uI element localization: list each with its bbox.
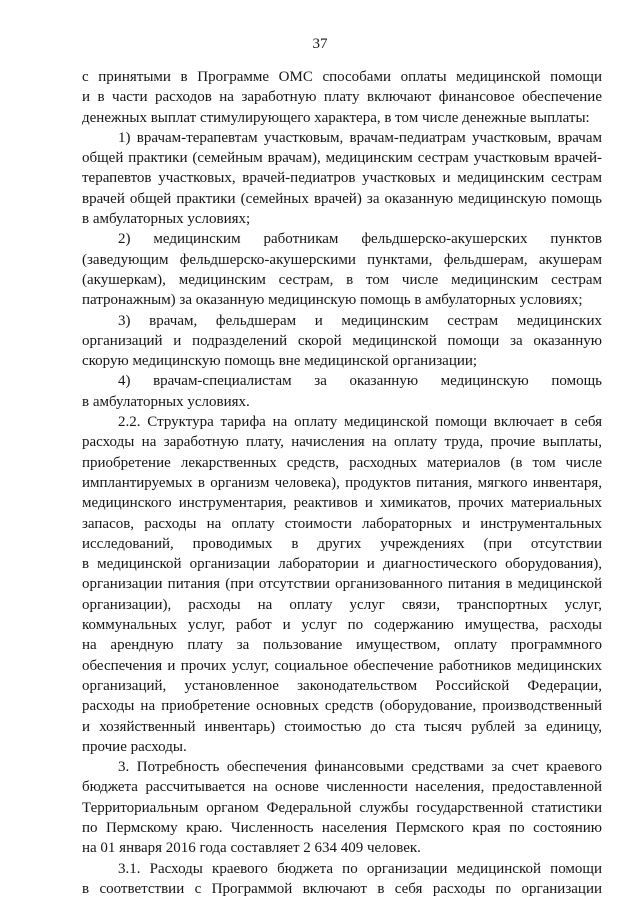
text-line: на 01 января 2016 года составляет 2 634 409 человек.	[82, 840, 421, 857]
text-line: с принятыми в Программе ОМС способами оплаты медицинской помощи	[82, 69, 602, 85]
text-line: скорую медицинскую помощь вне медицинской организации;	[82, 353, 478, 370]
text-line: организаций, установленное законодательством Российской Федерации,	[82, 677, 602, 694]
text-line: организации), расходы на оплату услуг связи, транспортных услуг,	[82, 596, 602, 613]
text-line: и в части расходов на заработную плату включают финансовое обеспечение	[82, 89, 602, 106]
text-line: на арендную плату за пользование имуществом, оплату программного	[82, 637, 602, 654]
page-number: 37	[312, 36, 328, 52]
text-line: терапевтов участковых, врачей-педиатров участковых и медицинским сестрам	[82, 170, 602, 187]
text-line: врачей общей практики (семейных врачей) за оказанную медицинскую помощь	[82, 190, 602, 207]
text-line: исследований, проводимых в других учреждениях (при отсутствии	[82, 535, 602, 552]
text-line: 2) медицинским работникам фельдшерско-акушерских пунктов	[118, 231, 602, 248]
text-line: приобретение лекарственных средств, расходных материалов (в том числе	[82, 454, 602, 471]
text-line: в медицинской организации лаборатории и диагностического оборудования),	[82, 556, 602, 573]
text-line: 3.1. Расходы краевого бюджета по организации медицинской помощи	[118, 860, 602, 877]
text-line: обеспечения и прочих услуг, социальное обеспечение работников медицинских	[82, 657, 602, 674]
text-line: расходы на приобретение основных средств (оборудование, производственный	[82, 698, 602, 715]
text-line: (заведующим фельдшерско-акушерскими пунктами, фельдшерам, акушерам	[82, 251, 602, 268]
text-line: (акушеркам), медицинским сестрам, в том числе медицинским сестрам	[82, 271, 602, 288]
text-line: денежных выплат стимулирующего характера, в том числе денежные выплаты:	[82, 109, 590, 126]
text-line: бюджета рассчитывается на основе численности населения, предоставленной	[82, 779, 602, 796]
text-line: имплантируемых в организм человека), продуктов питания, мягкого инвентаря,	[82, 474, 602, 491]
text-line: патронажным) за оказанную медицинскую помощь в амбулаторных условиях;	[82, 292, 583, 309]
text-line: коммунальных услуг, работ и услуг по содержанию имущества, расходы	[82, 617, 602, 634]
text-line: в амбулаторных условиях.	[82, 393, 250, 410]
text-line: по Пермскому краю. Численность населения Пермского края по состоянию	[82, 819, 602, 836]
text-line: организаций и подразделений скорой медицинской помощи за оказанную	[82, 332, 602, 349]
text-line: 1) врачам-терапевтам участковым, врачам-педиатрам участковым, врачам	[118, 129, 602, 146]
text-line: медицинского инструментария, реактивов и химикатов, прочих материальных	[82, 495, 602, 512]
text-line: расходы на заработную плату, начисления на оплату труда, прочие выплаты,	[82, 434, 602, 451]
document-body	[82, 67, 602, 899]
text-line: в амбулаторных условиях;	[82, 211, 251, 228]
text-line: и хозяйственный инвентарь) стоимостью до ста тысяч рублей за единицу,	[82, 718, 602, 735]
text-line: 3) врачам, фельдшерам и медицинским сестрам медицинских	[118, 312, 602, 329]
text-line: 2.2. Структура тарифа на оплату медицинской помощи включает в себя	[118, 414, 602, 431]
text-line: в соответствии с Программой включают в себя расходы по организации	[82, 880, 602, 897]
text-line: Территориальным органом Федеральной службы государственной статистики	[82, 799, 602, 816]
text-line: прочие расходы.	[82, 738, 187, 755]
text-line: организации питания (при отсутствии организованного питания в медицинской	[82, 576, 602, 593]
text-line: 3. Потребность обеспечения финансовыми средствами за счет краевого	[118, 759, 602, 776]
text-line: 4) врачам-специалистам за оказанную медицинскую помощь	[118, 373, 602, 390]
text-line: запасов, расходы на оплату стоимости лабораторных и инструментальных	[82, 515, 602, 532]
text-line: общей практики (семейным врачам), медицинским сестрам участковым врачей-	[82, 150, 602, 167]
